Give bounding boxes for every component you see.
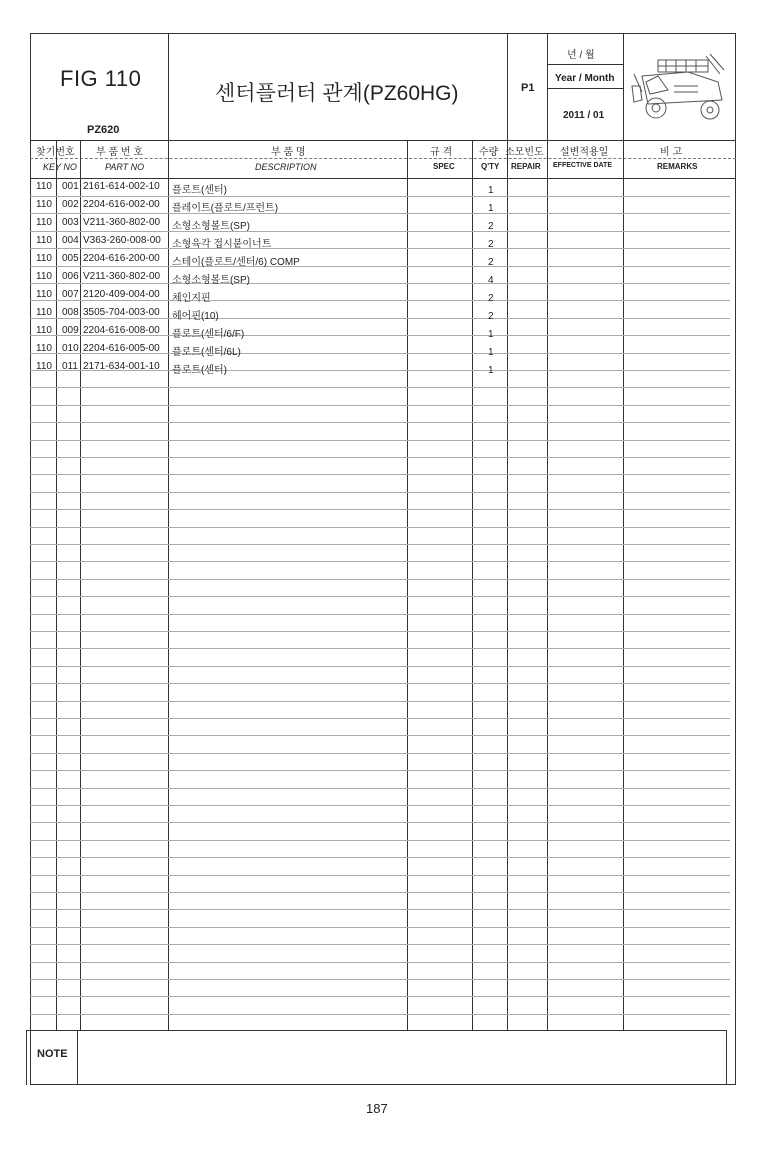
row-qty-cell: 2 — [488, 257, 494, 268]
row-desc-cell: 소형육각 접시붙이너트 — [172, 239, 272, 250]
table-row — [0, 323, 780, 341]
header-divider — [507, 33, 508, 140]
note-label: NOTE — [37, 1048, 68, 1060]
ruled-line — [30, 996, 730, 997]
ruled-line — [30, 979, 730, 980]
ruled-line — [30, 1014, 730, 1015]
row-key-cell: 011 — [62, 361, 78, 372]
row-key-cell: 009 — [62, 325, 79, 336]
year-month-label: Year / Month — [555, 73, 615, 84]
row-part-cell: 2204-616-002-00 — [83, 199, 160, 210]
row-fig-cell: 110 — [36, 307, 52, 318]
row-part-cell: 2120-409-004-00 — [83, 289, 160, 300]
page-number: 187 — [366, 1101, 388, 1116]
row-desc-cell: 플레이트(플로트/프런트) — [172, 203, 279, 214]
row-key-cell: 001 — [62, 181, 79, 192]
row-key-cell: 010 — [62, 343, 79, 354]
row-part-cell: 3505-704-003-00 — [83, 307, 160, 318]
row-part-cell: V363-260-008-00 — [83, 235, 161, 246]
row-qty-cell: 2 — [488, 239, 494, 250]
row-desc-cell: 플로트(센터/6/F) — [172, 329, 245, 340]
row-desc-cell: 플로트(센터) — [172, 365, 227, 376]
row-fig-cell: 110 — [36, 361, 52, 372]
ruled-line — [30, 892, 730, 893]
ruled-line — [30, 822, 730, 823]
row-fig-cell: 110 — [36, 217, 52, 228]
row-key-cell: 005 — [62, 253, 79, 264]
table-row — [0, 269, 780, 287]
col-effective-en: EFFECTIVE DATE — [553, 162, 612, 169]
col-effective-kr: 설변적용일 — [560, 147, 609, 158]
row-desc-cell: 플로트(센터/6L) — [172, 347, 241, 358]
row-qty-cell: 1 — [488, 185, 494, 196]
col-spec-kr: 규 격 — [430, 147, 453, 158]
col-remarks-en: REMARKS — [657, 162, 698, 171]
col-repair-en: REPAIR — [511, 162, 541, 171]
col-remarks-kr: 비 고 — [660, 147, 683, 158]
note-left-line — [26, 1030, 27, 1085]
header-divider — [547, 88, 623, 89]
row-fig-cell: 110 — [36, 199, 52, 210]
row-key-cell: 002 — [62, 199, 79, 210]
ruled-line — [30, 683, 730, 684]
ruled-line — [30, 405, 730, 406]
row-fig-cell: 110 — [36, 253, 52, 264]
year-month-label-kr: 년 / 월 — [567, 50, 595, 61]
table-row — [0, 287, 780, 305]
ruled-line — [30, 718, 730, 719]
ruled-line — [30, 387, 730, 388]
ruled-line — [30, 840, 730, 841]
row-desc-cell: 헤어핀(10) — [172, 311, 219, 322]
row-qty-cell: 2 — [488, 221, 494, 232]
table-row — [0, 179, 780, 197]
ruled-line — [30, 579, 730, 580]
rice-transplanter-illustration-icon — [628, 46, 732, 128]
table-row — [0, 197, 780, 215]
row-desc-cell: 소형소형볼트(SP) — [172, 221, 250, 232]
table-row — [0, 233, 780, 251]
issue-date: 2011 / 01 — [563, 110, 605, 121]
col-qty-kr: 수량 — [479, 147, 499, 158]
row-qty-cell: 1 — [488, 329, 494, 340]
row-qty-cell: 4 — [488, 275, 494, 286]
ruled-line — [30, 474, 730, 475]
header-divider — [623, 33, 624, 140]
ruled-line — [30, 857, 730, 858]
header-divider — [168, 33, 169, 140]
row-fig-cell: 110 — [36, 181, 52, 192]
model-name: PZ620 — [87, 124, 120, 136]
ruled-line — [30, 440, 730, 441]
ruled-line — [30, 648, 730, 649]
row-key-cell: 006 — [62, 271, 79, 282]
table-row — [0, 359, 780, 377]
row-fig-cell: 110 — [36, 289, 52, 300]
ruled-line — [30, 875, 730, 876]
header-divider — [547, 33, 548, 140]
row-part-cell: 2171-634-001-10 — [83, 361, 160, 372]
row-key-cell: 007 — [62, 289, 79, 300]
row-part-cell: V211-360-802-00 — [83, 217, 161, 228]
header-divider — [547, 64, 623, 65]
row-part-cell: 2204-616-005-00 — [83, 343, 160, 354]
ruled-line — [30, 770, 730, 771]
ruled-line — [30, 909, 730, 910]
row-desc-cell: 플로트(센터) — [172, 185, 227, 196]
row-desc-cell: 스테이(플로트/센터/6) COMP — [172, 257, 300, 268]
table-row — [0, 215, 780, 233]
row-key-cell: 004 — [62, 235, 79, 246]
row-part-cell: V211-360-802-00 — [83, 271, 161, 282]
note-top-line — [26, 1030, 726, 1031]
col-part-kr: 부 품 번 호 — [96, 147, 143, 158]
table-row — [0, 341, 780, 359]
ruled-line — [30, 701, 730, 702]
col-spec-en: SPEC — [433, 162, 455, 171]
header-bottom-line — [30, 140, 736, 141]
ruled-line — [30, 962, 730, 963]
ruled-line — [30, 422, 730, 423]
ruled-line — [30, 509, 730, 510]
page-title: 센터플러터 관계(PZ60HG) — [215, 82, 459, 105]
row-part-cell: 2204-616-200-00 — [83, 253, 160, 264]
table-row — [0, 251, 780, 269]
page-label: P1 — [521, 82, 535, 94]
ruled-line — [30, 561, 730, 562]
ruled-line — [30, 527, 730, 528]
row-qty-cell: 1 — [488, 347, 494, 358]
row-desc-cell: 체인지핀 — [172, 293, 211, 304]
col-qty-en: Q'TY — [481, 162, 500, 171]
col-repair-kr: 소모빈도 — [505, 147, 544, 158]
col-desc-en: DESCRIPTION — [255, 162, 317, 172]
ruled-line — [30, 544, 730, 545]
table-row — [0, 305, 780, 323]
col-key-kr: 찾기번호 — [36, 147, 75, 158]
row-part-cell: 2161-614-002-10 — [83, 181, 160, 192]
ruled-line — [30, 631, 730, 632]
note-right-line — [726, 1030, 727, 1085]
figure-number: FIG 110 — [60, 66, 142, 91]
ruled-line — [30, 457, 730, 458]
ruled-line — [30, 735, 730, 736]
row-fig-cell: 110 — [36, 235, 52, 246]
row-key-cell: 008 — [62, 307, 79, 318]
ruled-line — [30, 805, 730, 806]
row-part-cell: 2204-616-008-00 — [83, 325, 160, 336]
row-qty-cell: 1 — [488, 203, 494, 214]
ruled-line — [30, 666, 730, 667]
col-part-en: PART NO — [105, 162, 145, 172]
ruled-line — [30, 927, 730, 928]
row-qty-cell: 2 — [488, 293, 494, 304]
row-desc-cell: 소형소형볼트(SP) — [172, 275, 250, 286]
row-key-cell: 003 — [62, 217, 79, 228]
col-key-en: KEY NO — [43, 162, 77, 172]
row-fig-cell: 110 — [36, 271, 52, 282]
ruled-line — [30, 944, 730, 945]
row-qty-cell: 2 — [488, 311, 494, 322]
ruled-line — [30, 596, 730, 597]
col-desc-kr: 부 품 명 — [271, 147, 306, 158]
column-header-mid-line — [30, 158, 736, 159]
ruled-line — [30, 492, 730, 493]
ruled-line — [30, 753, 730, 754]
row-qty-cell: 1 — [488, 365, 494, 376]
row-fig-cell: 110 — [36, 343, 52, 354]
ruled-line — [30, 614, 730, 615]
note-divider — [77, 1030, 78, 1085]
ruled-line — [30, 788, 730, 789]
row-fig-cell: 110 — [36, 325, 52, 336]
